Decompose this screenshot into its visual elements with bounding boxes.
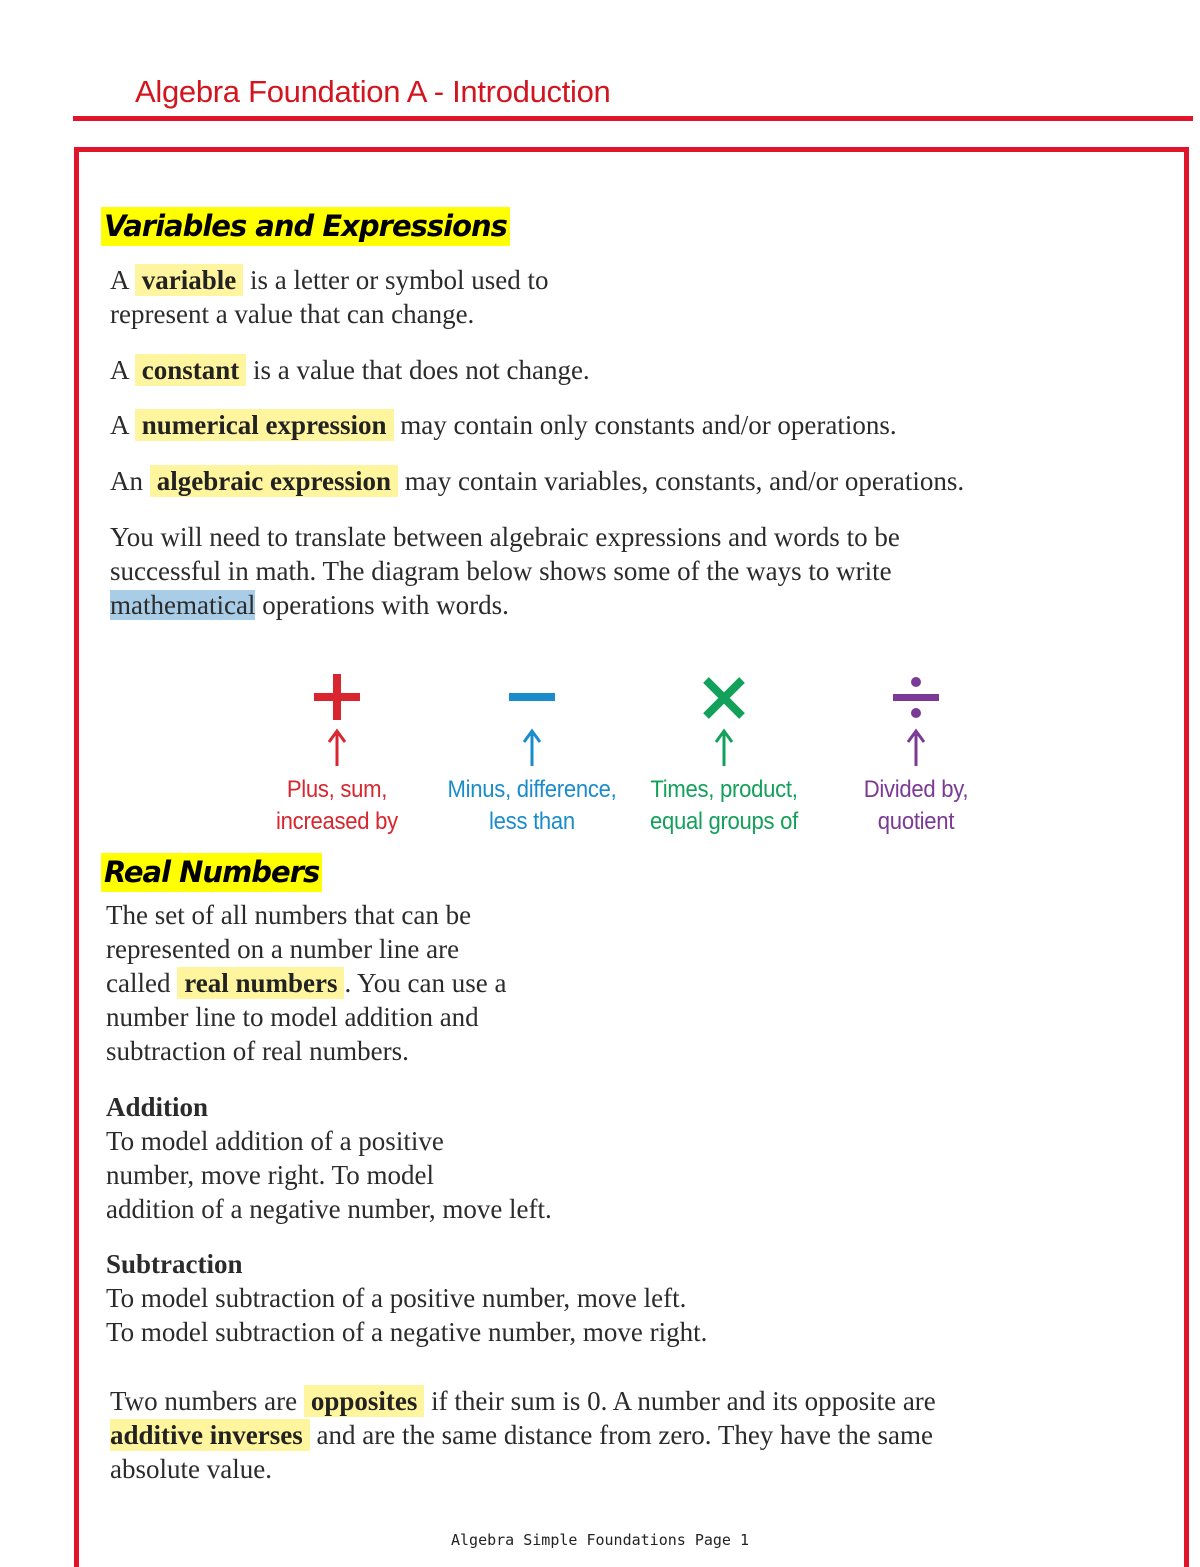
term-numerical-expression: numerical expression: [135, 409, 394, 441]
title-underline: [73, 116, 1193, 121]
minus-icon: [502, 668, 562, 768]
term-constant: constant: [135, 354, 247, 386]
addition-heading: Addition: [106, 1092, 209, 1122]
term-opposites: opposites: [304, 1385, 425, 1417]
divide-icon: [886, 668, 946, 768]
subtraction-block: Subtraction To model subtraction of a positive number, move left. To model subtraction of a negative number, move right.: [106, 1249, 708, 1347]
variable-definition: A variable is a letter or symbol used to represent a value that can change.: [110, 265, 549, 329]
operation-divide: [806, 668, 1026, 838]
operation-times: [614, 668, 834, 838]
opposites-paragraph: Two numbers are opposites if their sum is 0. A number and its opposite are additive inverses and are the same distance from zero. They have the same absolute value.: [110, 1386, 936, 1484]
term-variable: variable: [135, 264, 244, 296]
operation-divide-label: Divided by, quotient: [863, 776, 969, 835]
page-footer: Algebra Simple Foundations Page 1: [450, 1531, 749, 1549]
translate-paragraph: You will need to translate between algebraic expressions and words to be successful in math. The diagram below shows some of the ways to write mathematical operations with words.: [110, 522, 900, 620]
operation-times-label: Times, product, equal groups of: [649, 776, 799, 835]
constant-definition: A constant is a value that does not change.: [110, 355, 590, 385]
page-title: Algebra Foundation A - Introduction: [135, 74, 611, 109]
term-algebraic-expression: algebraic expression: [150, 465, 398, 497]
selected-word-mathematical[interactable]: mathematical: [110, 590, 256, 620]
section-heading-real-numbers: Real Numbers: [101, 853, 322, 892]
addition-block: Addition To model addition of a positive number, move right. To model addition of a negative number, move left.: [106, 1092, 552, 1224]
operation-minus-label: Minus, difference, less than: [447, 776, 617, 835]
times-icon: [694, 668, 754, 768]
subtraction-heading: Subtraction: [106, 1249, 243, 1279]
term-additive-inverses: additive inverses: [110, 1419, 310, 1451]
operation-plus: [227, 668, 447, 838]
plus-icon: [307, 668, 367, 768]
operation-minus: [422, 668, 642, 838]
term-real-numbers: real numbers: [177, 967, 344, 999]
numerical-expression-definition: A numerical expression may contain only constants and/or operations.: [110, 410, 897, 440]
operation-plus-label: Plus, sum, increased by: [276, 776, 398, 835]
real-numbers-paragraph: The set of all numbers that can be represented on a number line are called real numbers . You can use a number line to model addition and subtraction of real numbers.: [106, 900, 507, 1066]
algebraic-expression-definition: An algebraic expression may contain variables, constants, and/or operations.: [110, 466, 965, 496]
section-heading-variables: Variables and Expressions: [101, 207, 510, 246]
operations-diagram: [0, 668, 1200, 843]
